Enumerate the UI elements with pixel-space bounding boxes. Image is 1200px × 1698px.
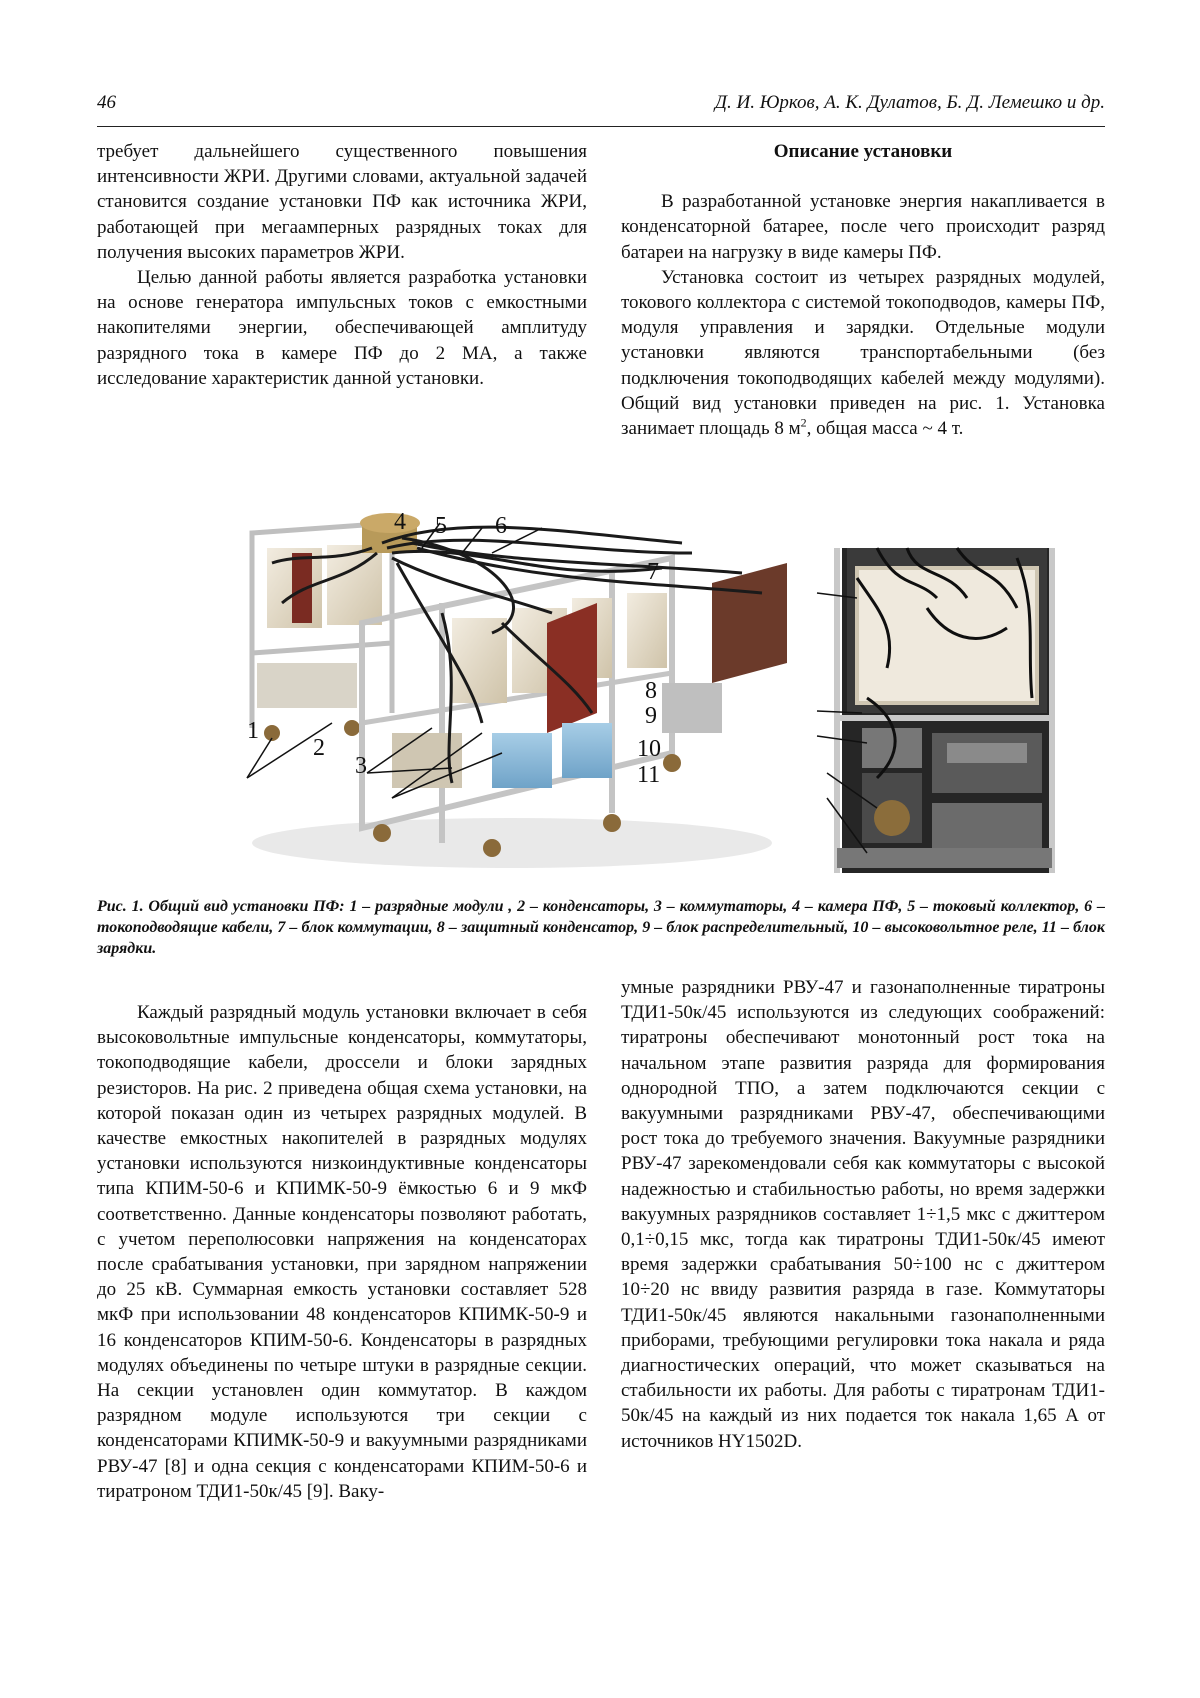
callout-1: 1 xyxy=(247,718,259,744)
callout-7: 7 xyxy=(647,559,659,585)
callout-6: 6 xyxy=(495,513,507,539)
running-title: Д. И. Юрков, А. К. Дулатов, Б. Д. Лемешко и др. xyxy=(714,92,1105,113)
callout-9: 9 xyxy=(645,703,657,729)
figure-caption: Рис. 1. Общий вид установки ПФ: 1 – разрядные модули , 2 – конденсаторы, 3 – коммутаторы, 4 – камера ПФ, 5 – токовый коллектор, 6 – токоподводящие кабели, 7 – блок коммутации, 8 – защитный конденсатор, 9 – блок распределительный, 10 – высоковольтное реле, 11 – блок зарядки. xyxy=(97,898,1105,957)
left-column-top xyxy=(97,139,587,391)
page-number: 46 xyxy=(97,92,116,113)
paragraph: В разработанной установке энергия накапливается в конденсаторной батарее, после чего происходит разряд батареи на нагрузку в виде камеры ПФ. xyxy=(621,191,1105,263)
paragraph-text: Установка состоит из четырех разрядных модулей, токового коллектора с системой токоподводов, камеры ПФ, модуля управления и зарядки. Отдельные модули установки являются транспортабельными (без подключения токоподводящих кабелей между модулями). Общий вид установки приведен на рис. 1. Установка занимает площадь 8 м xyxy=(621,266,1105,440)
paragraph: Каждый разрядный модуль установки включает в себя высоковольтные импульсные конденсаторы, коммутаторы, токоподводящие кабели, дроссели и блоки зарядных резисторов. На рис. 2 приведена общая схема установки, на которой показан один из четырех разрядных модулей. В качестве емкостных накопителей в разрядных модулях установки используются низкоиндуктивные конденсаторы типа КПИМ-50-6 и КПИМК-50-9 ёмкостью 6 и 9 мкФ соответственно. Данные конденсаторы позволяют работать, с учетом переполюсовки напряжения на конденсаторах после срабатывания установки, при зарядном напряжении до 25 кВ. Суммарная емкость установки составляет 528 мкФ при использовании 48 конденсаторов КПИМК-50-9 и 16 конденсаторов КПИМ-50-6. Конденсаторы в разрядных модулях объединены по четыре штуки в разрядные секции. На секции установлен один коммутатор. В каждом разрядном модуле используются три секции с конденсаторами КПИМК-50-9 и вакуумными разрядниками РВУ-47 [8] и одна секция с конденсаторами КПИМ-50-6 и тиратроном ТДИ1-50к/45 [9]. Ваку- xyxy=(97,1002,587,1502)
paragraph: требует дальнейшего существенного повышения интенсивности ЖРИ. Другими словами, актуальной задачей становится создание установки ПФ как источника ЖРИ, работающей при мегаамперных разрядных токах для получения высоких параметров ЖРИ. xyxy=(97,141,587,263)
callout-4: 4 xyxy=(394,509,406,535)
right-column-top xyxy=(621,139,1105,441)
section-title: Описание установки xyxy=(773,141,953,162)
right-column-bottom xyxy=(621,975,1105,1454)
callout-11: 11 xyxy=(637,762,661,788)
superscript: 2 xyxy=(800,415,807,430)
paragraph: Целью данной работы является разработка установки на основе генератора импульсных токов с емкостными накопителями энергии, обеспечивающей амплитуду разрядного тока в камере ПФ до 2 МА, а также исследование характеристик данной установки. xyxy=(97,267,587,389)
callout-10: 10 xyxy=(637,736,661,762)
left-column-bottom xyxy=(97,1000,587,1504)
paragraph: умные разрядники РВУ-47 и газонаполненные тиратроны ТДИ1-50к/45 используются из следующих соображений: тиратроны обеспечивают монотонный рост тока на начальном этапе развития разряда для формирования однородной ТПО, а затем подключаются секции с вакуумными разрядниками РВУ-47, обеспечивающими рост тока до требуемого значения. Вакуумные разрядники РВУ-47 зарекомендовали себя как коммутаторы с высокой надежностью и стабильностью работы, но время задержки вакуумных разрядников составляет 1÷1,5 мкс с джиттером 0,1÷0,15 мкс, тогда как тиратроны ТДИ1-50к/45 имеют время задержки срабатывания 50÷100 нс с джиттером 10÷20 нс ввиду развития разряда в газе. Коммутаторы ТДИ1-50к/45 являются накальными газонаполненными приборами, требующими регулировки тока накала и ряда диагностических операций, что может сказываться на стабильности их работы. Для работы с тиратронам ТДИ1-50к/45 на каждый из них подается ток накала 1,65 А от источников HY1502D. xyxy=(621,977,1105,1452)
figure-callouts xyxy=(97,509,1105,873)
callout-8: 8 xyxy=(645,678,657,704)
page-header xyxy=(97,92,1105,127)
callout-3: 3 xyxy=(355,753,367,779)
callout-5: 5 xyxy=(435,513,447,539)
callout-2: 2 xyxy=(313,735,325,761)
figure-1 xyxy=(97,509,1105,873)
paragraph xyxy=(621,265,1105,441)
paragraph-text: , общая масса ~ 4 т. xyxy=(806,418,964,440)
